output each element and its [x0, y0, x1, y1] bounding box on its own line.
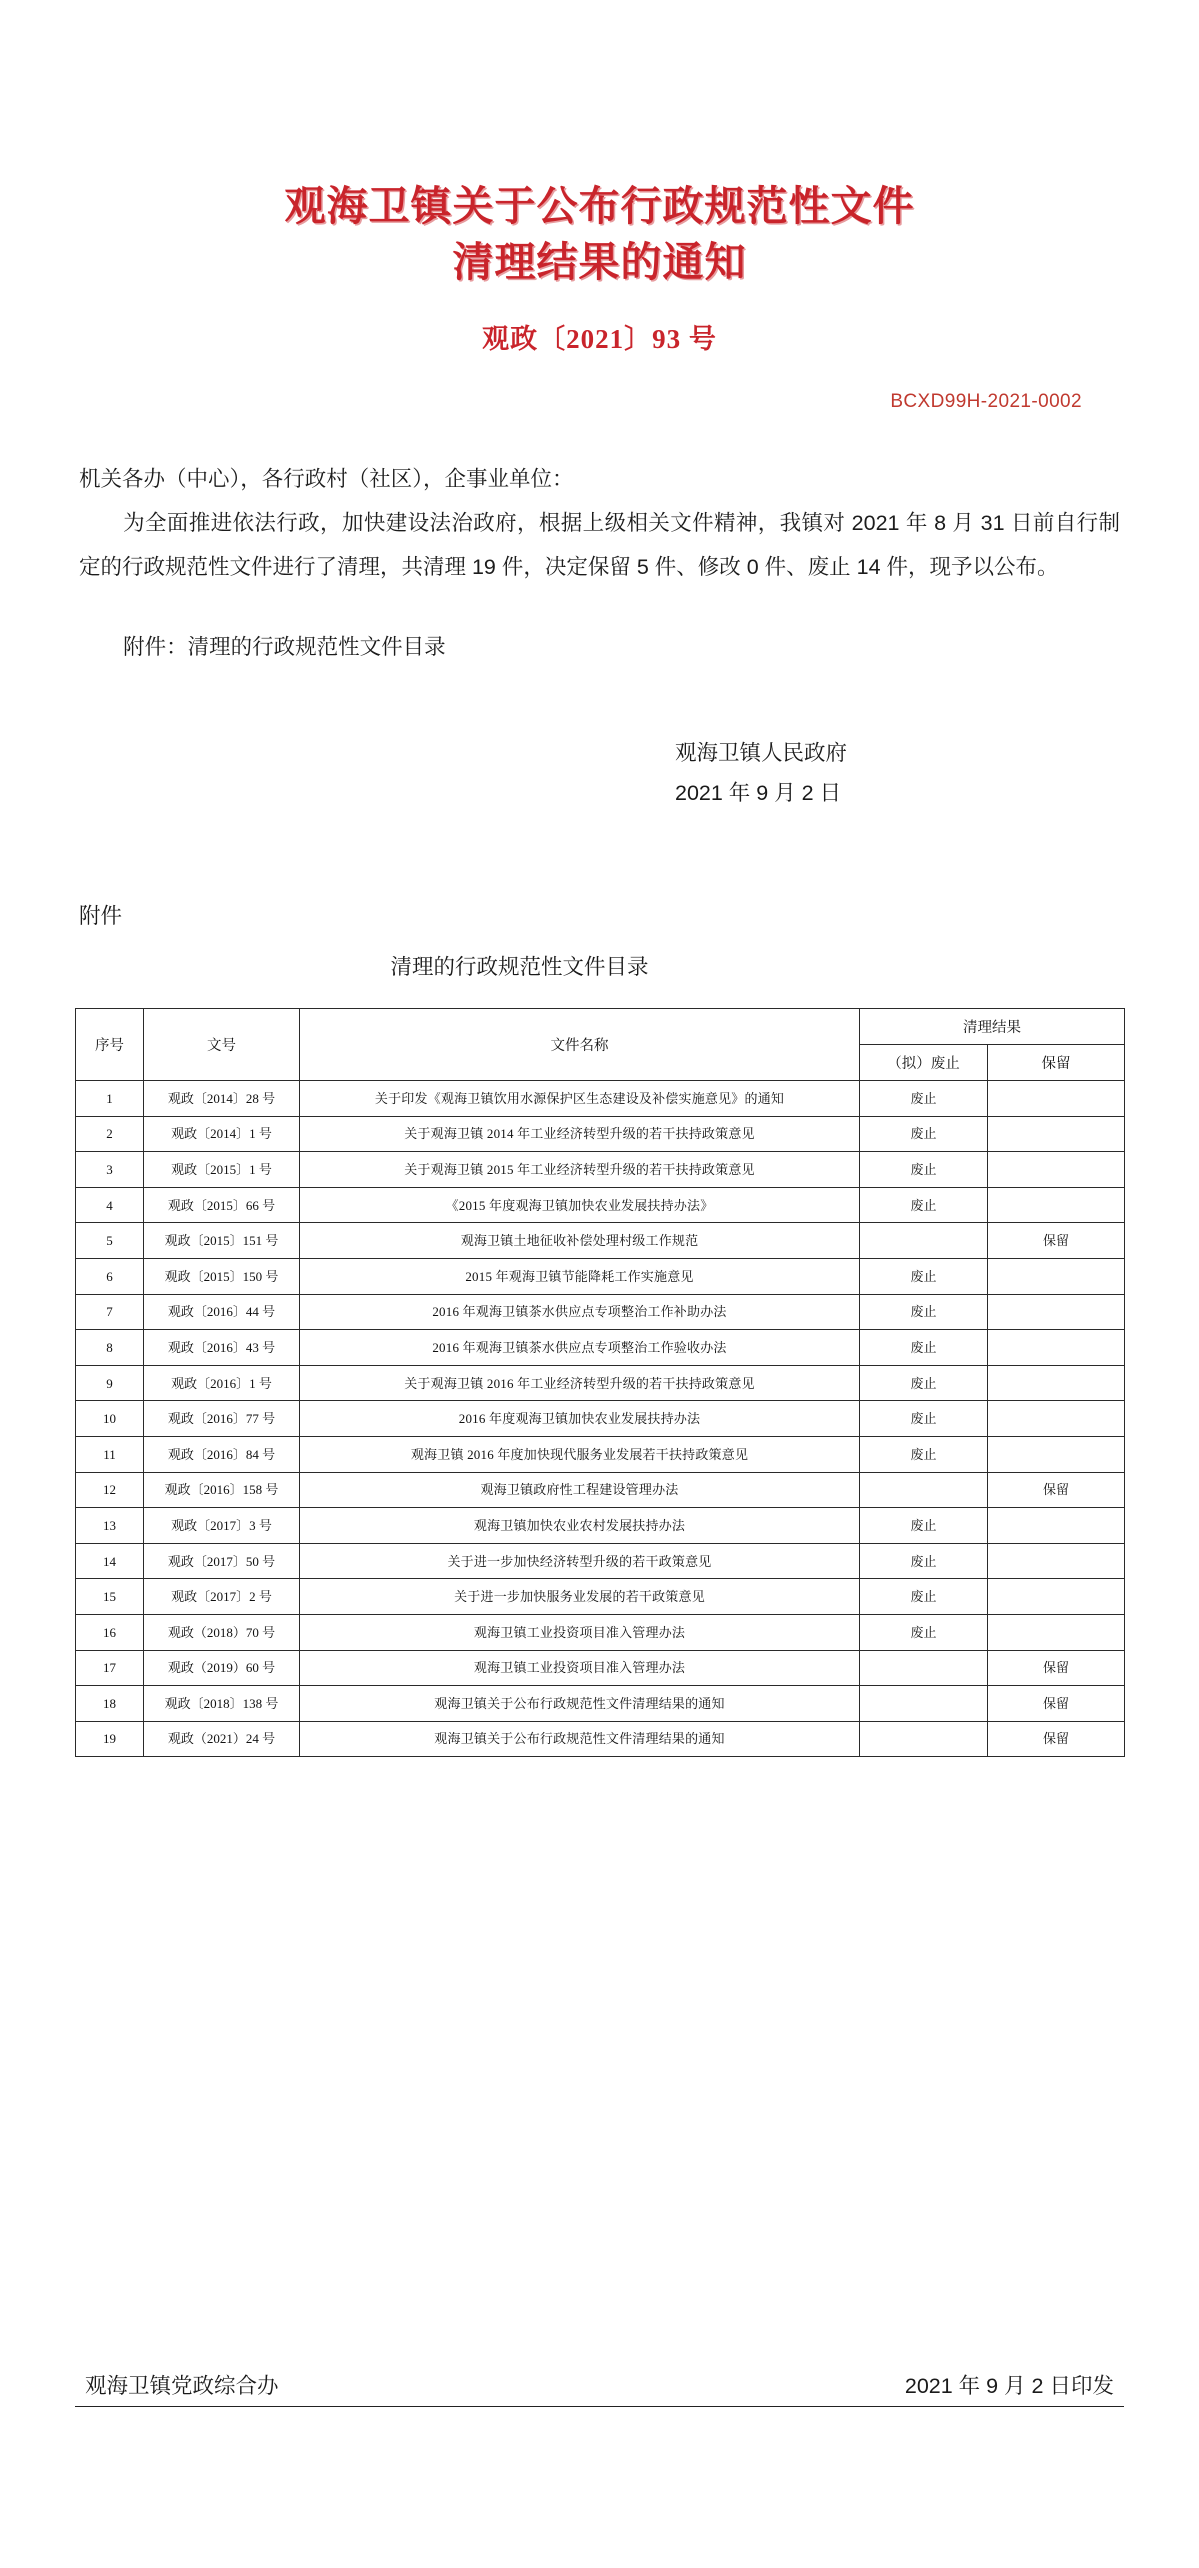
cell-seq: 3: [76, 1152, 144, 1188]
issue-date: 2021 年 9 月 2 日: [675, 781, 842, 805]
cell-abolish: 废止: [860, 1436, 988, 1472]
table-row: [76, 1436, 1125, 1472]
cell-name: 关于观海卫镇 2014 年工业经济转型升级的若干扶持政策意见: [300, 1116, 860, 1152]
footer-divider: [75, 2406, 1124, 2407]
header-doc-no: 文号: [144, 1009, 300, 1081]
cell-seq: 18: [76, 1686, 144, 1722]
cell-doc-no: 观政〔2015〕1 号: [144, 1152, 300, 1188]
cell-retain: 保留: [988, 1223, 1125, 1259]
title-block: [75, 0, 1124, 356]
cell-abolish: [860, 1472, 988, 1508]
table-header: [76, 1009, 1125, 1081]
cell-seq: 17: [76, 1650, 144, 1686]
cell-retain: [988, 1436, 1125, 1472]
cell-retain: [988, 1579, 1125, 1615]
table-row: [76, 1223, 1125, 1259]
table-row: [76, 1472, 1125, 1508]
document-number: 观政〔2021〕93 号: [482, 324, 717, 354]
cell-seq: 12: [76, 1472, 144, 1508]
cell-retain: 保留: [988, 1472, 1125, 1508]
cell-name: 2015 年观海卫镇节能降耗工作实施意见: [300, 1258, 860, 1294]
table-row: [76, 1579, 1125, 1615]
cell-doc-no: 观政〔2016〕43 号: [144, 1330, 300, 1366]
header-doc-name: 文件名称: [300, 1009, 860, 1081]
cell-name: 2016 年度观海卫镇加快农业发展扶持办法: [300, 1401, 860, 1437]
cleanup-results-table: [75, 1008, 1125, 1757]
cell-abolish: [860, 1650, 988, 1686]
cell-seq: 2: [76, 1116, 144, 1152]
title-line-2: 清理结果的通知: [452, 239, 747, 285]
footer-print-date: 2021 年 9 月 2 日印发: [904, 2374, 1114, 2398]
cell-seq: 14: [76, 1543, 144, 1579]
cell-doc-no: 观政（2019）60 号: [144, 1650, 300, 1686]
footer-office: 观海卫镇党政综合办: [85, 2374, 279, 2398]
cell-doc-no: 观政（2021）24 号: [144, 1721, 300, 1757]
cell-abolish: 废止: [860, 1579, 988, 1615]
cell-abolish: 废止: [860, 1330, 988, 1366]
issuer-name: 观海卫镇人民政府: [675, 741, 848, 765]
cell-name: 关于进一步加快服务业发展的若干政策意见: [300, 1579, 860, 1615]
cell-name: 关于观海卫镇 2016 年工业经济转型升级的若干扶持政策意见: [300, 1365, 860, 1401]
cell-abolish: 废止: [860, 1258, 988, 1294]
title-line-1: 观海卫镇关于公布行政规范性文件: [284, 183, 915, 229]
cell-retain: [988, 1365, 1125, 1401]
cell-doc-no: 观政〔2017〕3 号: [144, 1508, 300, 1544]
attachment-label: 附件: [79, 904, 123, 928]
table-row: [76, 1081, 1125, 1117]
cell-name: 观海卫镇工业投资项目准入管理办法: [300, 1614, 860, 1650]
cell-name: 观海卫镇 2016 年度加快现代服务业发展若干扶持政策意见: [300, 1436, 860, 1472]
header-seq: 序号: [76, 1009, 144, 1081]
salutation: 机关各办（中心），各行政村（社区），企事业单位：: [79, 467, 574, 491]
page-title: [75, 178, 1124, 290]
cell-doc-no: 观政（2018）70 号: [144, 1614, 300, 1650]
cell-doc-no: 观政〔2016〕84 号: [144, 1436, 300, 1472]
cell-name: 观海卫镇关于公布行政规范性文件清理结果的通知: [300, 1721, 860, 1757]
table-header-row-1: [76, 1009, 1125, 1045]
cell-abolish: 废止: [860, 1614, 988, 1650]
table-row: [76, 1294, 1125, 1330]
cell-name: 观海卫镇加快农业农村发展扶持办法: [300, 1508, 860, 1544]
cell-retain: [988, 1152, 1125, 1188]
cell-doc-no: 观政〔2014〕1 号: [144, 1116, 300, 1152]
cell-retain: [988, 1294, 1125, 1330]
footer: [75, 2369, 1124, 2407]
body-block: [75, 457, 1124, 669]
cell-abolish: 废止: [860, 1365, 988, 1401]
cell-retain: 保留: [988, 1686, 1125, 1722]
cell-seq: 13: [76, 1508, 144, 1544]
cell-doc-no: 观政〔2016〕44 号: [144, 1294, 300, 1330]
table-row: [76, 1401, 1125, 1437]
cell-retain: [988, 1258, 1125, 1294]
cell-seq: 11: [76, 1436, 144, 1472]
cell-doc-no: 观政〔2016〕1 号: [144, 1365, 300, 1401]
cell-retain: 保留: [988, 1650, 1125, 1686]
cell-abolish: 废止: [860, 1187, 988, 1223]
table-row: [76, 1650, 1125, 1686]
cell-doc-no: 观政〔2017〕2 号: [144, 1579, 300, 1615]
cell-abolish: 废止: [860, 1152, 988, 1188]
header-retain: 保留: [988, 1045, 1125, 1081]
cell-seq: 16: [76, 1614, 144, 1650]
body-paragraph: 为全面推进依法行政，加快建设法治政府，根据上级相关文件精神，我镇对 2021 年 8 月 31 日前自行制定的行政规范性文件进行了清理，共清理 19 件，决定保留 5 件、修改 0 件、废止 14 件，现予以公布。: [79, 511, 1120, 579]
signature-block: [75, 733, 1124, 813]
cell-name: 2016 年观海卫镇茶水供应点专项整治工作补助办法: [300, 1294, 860, 1330]
cell-seq: 10: [76, 1401, 144, 1437]
document-code: BCXD99H-2021-0002: [890, 391, 1082, 412]
cell-abolish: 废止: [860, 1081, 988, 1117]
cell-abolish: 废止: [860, 1543, 988, 1579]
cell-doc-no: 观政〔2016〕77 号: [144, 1401, 300, 1437]
cell-retain: [988, 1187, 1125, 1223]
cell-abolish: 废止: [860, 1508, 988, 1544]
cell-retain: [988, 1401, 1125, 1437]
attachment-title: 清理的行政规范性文件目录: [390, 955, 649, 979]
table-row: [76, 1365, 1125, 1401]
table-row: [76, 1508, 1125, 1544]
cell-retain: 保留: [988, 1721, 1125, 1757]
cell-name: 关于进一步加快经济转型升级的若干政策意见: [300, 1543, 860, 1579]
cell-seq: 7: [76, 1294, 144, 1330]
cell-retain: [988, 1543, 1125, 1579]
cell-doc-no: 观政〔2017〕50 号: [144, 1543, 300, 1579]
table-row: [76, 1721, 1125, 1757]
cell-doc-no: 观政〔2015〕151 号: [144, 1223, 300, 1259]
table-row: [76, 1152, 1125, 1188]
table-row: [76, 1258, 1125, 1294]
cell-seq: 6: [76, 1258, 144, 1294]
cell-name: 关于印发《观海卫镇饮用水源保护区生态建设及补偿实施意见》的通知: [300, 1081, 860, 1117]
header-abolish: （拟）废止: [860, 1045, 988, 1081]
table-row: [76, 1116, 1125, 1152]
cell-name: 观海卫镇土地征收补偿处理村级工作规范: [300, 1223, 860, 1259]
cell-name: 观海卫镇关于公布行政规范性文件清理结果的通知: [300, 1686, 860, 1722]
header-result-group: 清理结果: [860, 1009, 1125, 1045]
cell-name: 观海卫镇工业投资项目准入管理办法: [300, 1650, 860, 1686]
footer-content: [75, 2369, 1124, 2406]
table-row: [76, 1187, 1125, 1223]
attachment-reference: 附件：清理的行政规范性文件目录: [123, 635, 446, 659]
table-row: [76, 1686, 1125, 1722]
cell-retain: [988, 1116, 1125, 1152]
cell-doc-no: 观政〔2014〕28 号: [144, 1081, 300, 1117]
cell-abolish: [860, 1223, 988, 1259]
table-body: [76, 1081, 1125, 1757]
cell-seq: 5: [76, 1223, 144, 1259]
cell-retain: [988, 1081, 1125, 1117]
cell-name: 观海卫镇政府性工程建设管理办法: [300, 1472, 860, 1508]
table-row: [76, 1543, 1125, 1579]
cell-seq: 15: [76, 1579, 144, 1615]
cell-name: 关于观海卫镇 2015 年工业经济转型升级的若干扶持政策意见: [300, 1152, 860, 1188]
cell-abolish: [860, 1721, 988, 1757]
cell-seq: 4: [76, 1187, 144, 1223]
cell-retain: [988, 1614, 1125, 1650]
cell-abolish: 废止: [860, 1294, 988, 1330]
cell-seq: 1: [76, 1081, 144, 1117]
cell-doc-no: 观政〔2015〕66 号: [144, 1187, 300, 1223]
cell-seq: 9: [76, 1365, 144, 1401]
cell-name: 《2015 年度观海卫镇加快农业发展扶持办法》: [300, 1187, 860, 1223]
cell-retain: [988, 1330, 1125, 1366]
table-row: [76, 1330, 1125, 1366]
table-row: [76, 1614, 1125, 1650]
cell-doc-no: 观政〔2018〕138 号: [144, 1686, 300, 1722]
cell-doc-no: 观政〔2015〕150 号: [144, 1258, 300, 1294]
cell-retain: [988, 1508, 1125, 1544]
cell-abolish: 废止: [860, 1116, 988, 1152]
cell-name: 2016 年观海卫镇茶水供应点专项整治工作验收办法: [300, 1330, 860, 1366]
cell-seq: 19: [76, 1721, 144, 1757]
cell-seq: 8: [76, 1330, 144, 1366]
cell-abolish: [860, 1686, 988, 1722]
cell-abolish: 废止: [860, 1401, 988, 1437]
cell-doc-no: 观政〔2016〕158 号: [144, 1472, 300, 1508]
